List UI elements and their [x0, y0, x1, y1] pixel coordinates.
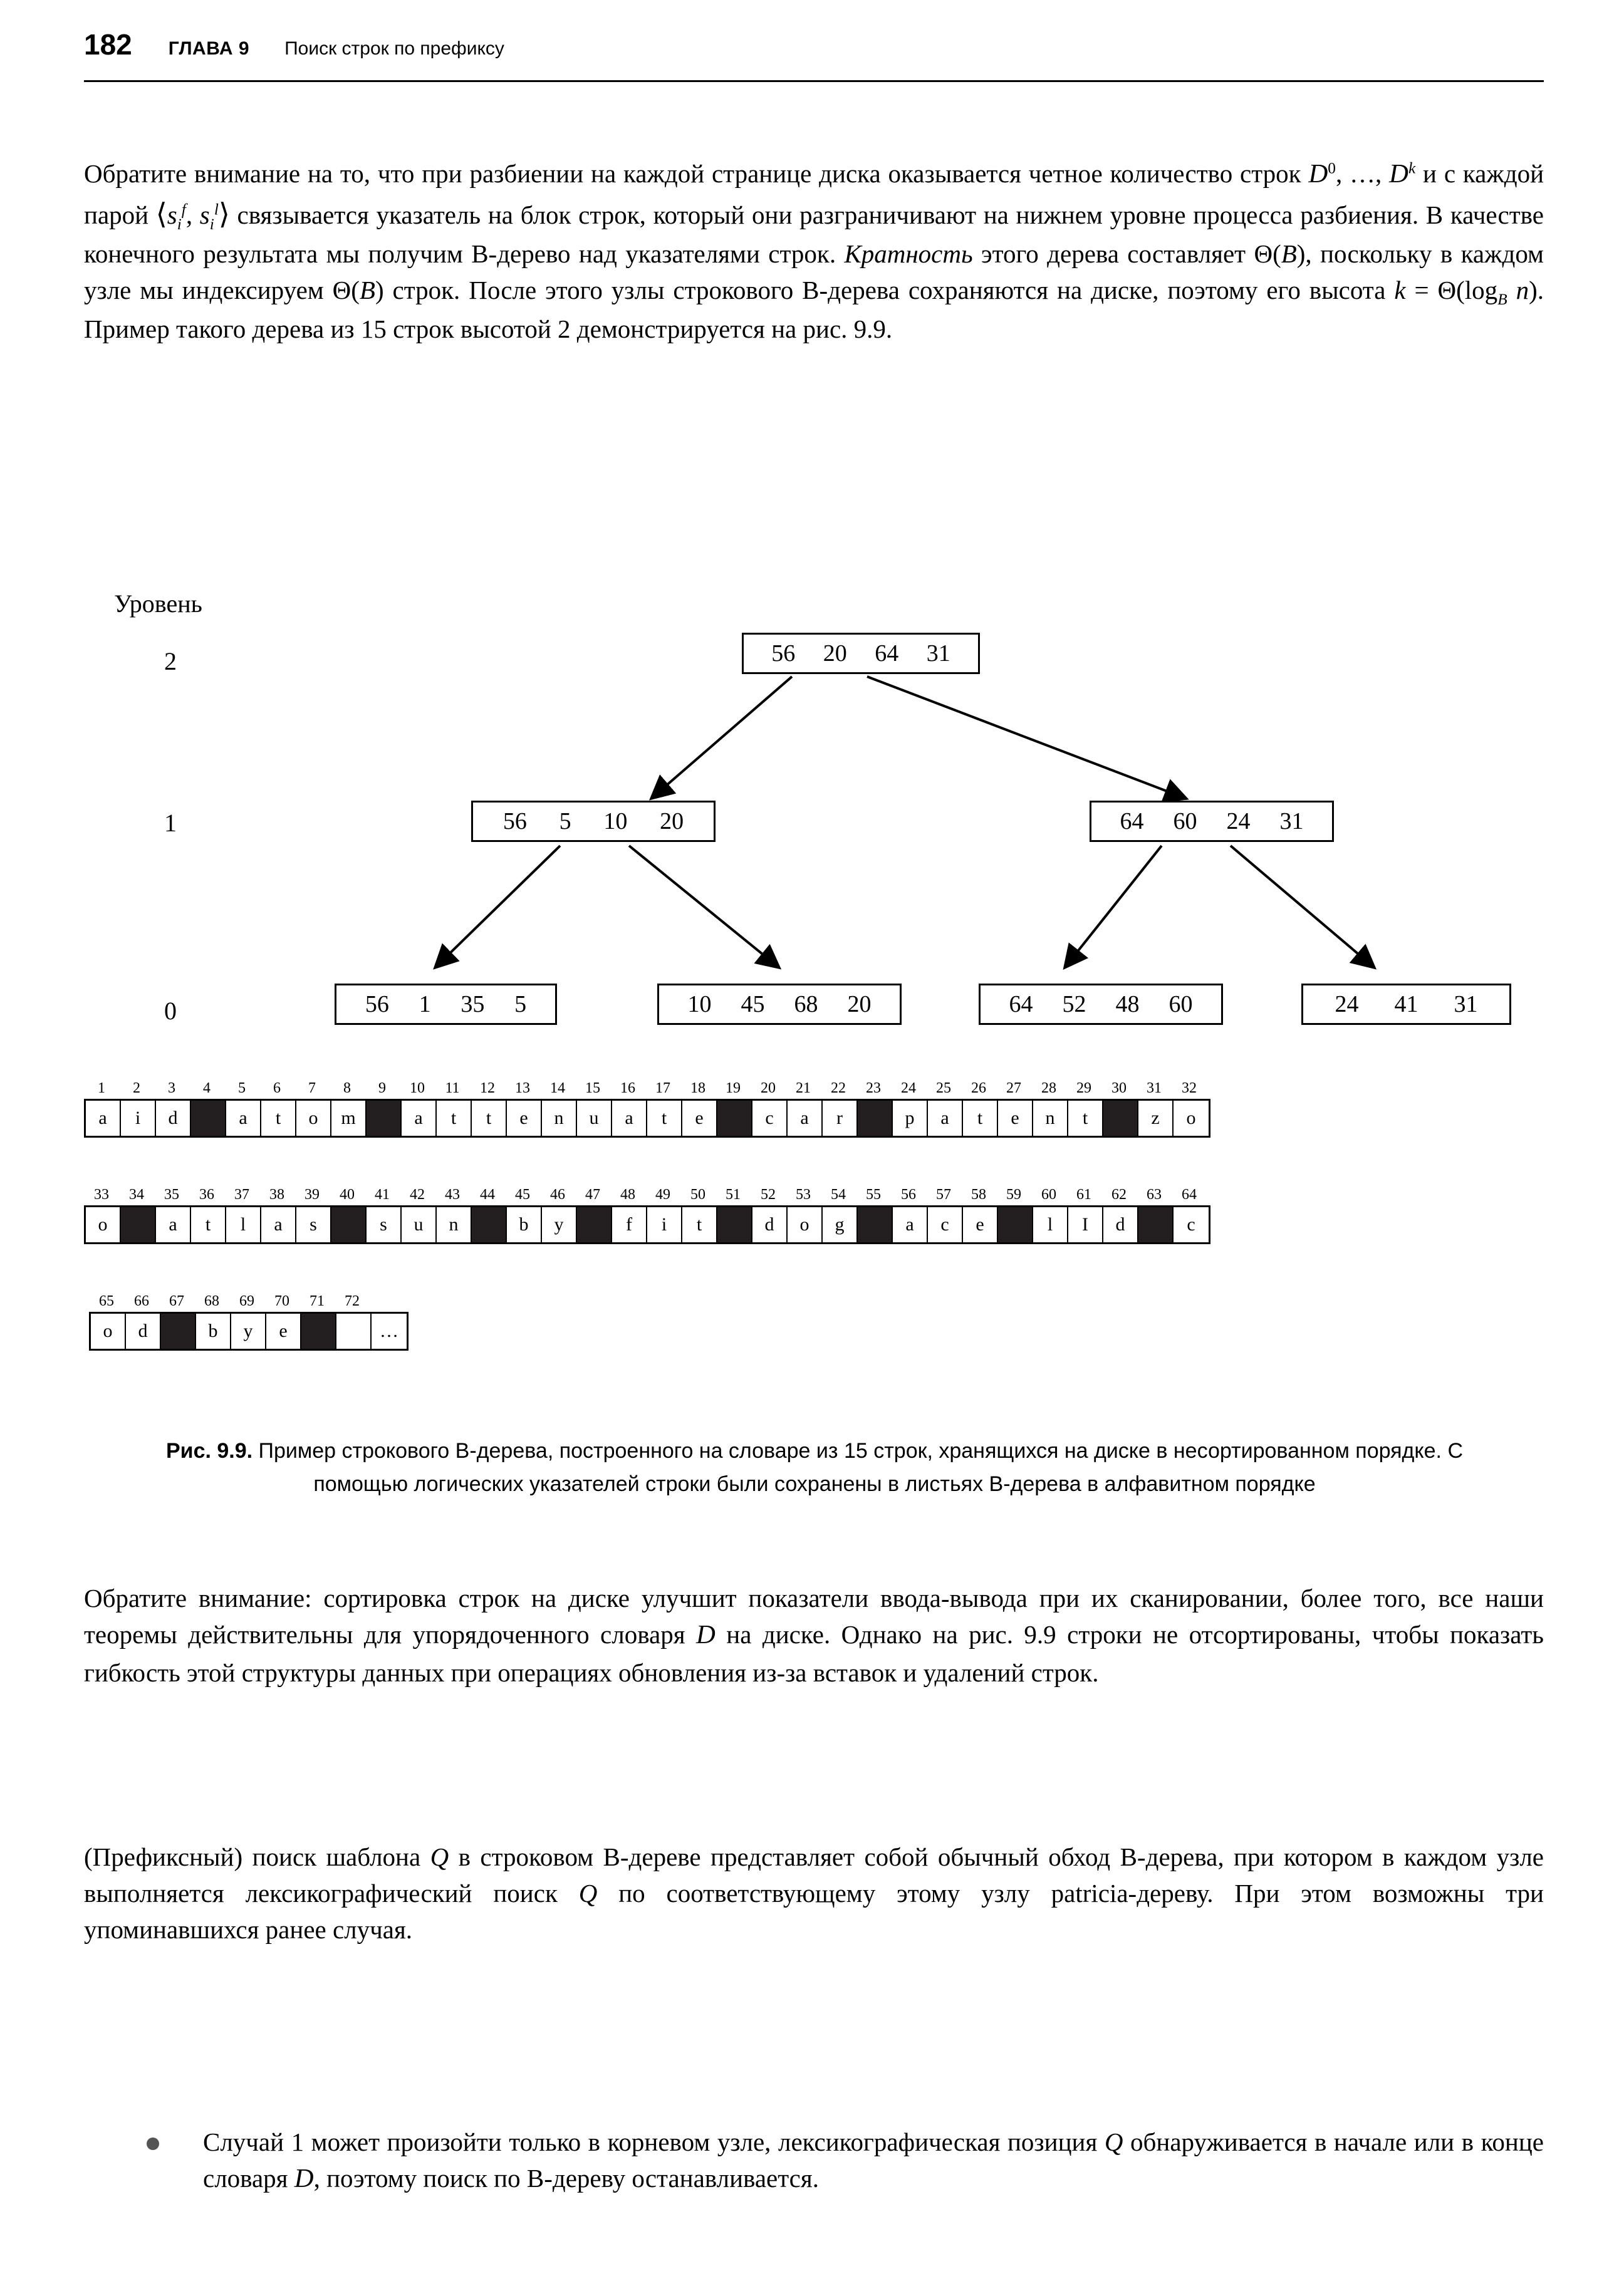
cell-separator — [331, 1207, 367, 1242]
cell-char: o — [296, 1101, 331, 1136]
cell-index: 55 — [866, 1187, 881, 1203]
p1-symbol-s1: s — [167, 200, 177, 229]
cell-char: o — [788, 1207, 823, 1242]
cell-index: 66 — [134, 1293, 149, 1309]
cell-char: y — [542, 1207, 577, 1242]
cell-char: o — [86, 1207, 121, 1242]
cell-index: 12 — [480, 1080, 495, 1096]
cell-separator — [1138, 1207, 1174, 1242]
cell-char: l — [226, 1207, 261, 1242]
cell-index: 42 — [410, 1187, 425, 1203]
paragraph-1 — [84, 155, 1544, 348]
string-array-row-3 — [89, 1291, 409, 1351]
cell-char: d — [126, 1314, 161, 1349]
cell-char: t — [647, 1101, 682, 1136]
cell-index: 48 — [620, 1187, 635, 1203]
cell-row — [84, 1099, 1210, 1138]
p1-symbol-b-2: B — [359, 276, 375, 305]
p1-symbol-d0: D — [1308, 159, 1328, 189]
tree-node-leaf-1[interactable] — [335, 984, 557, 1025]
cell-index: 24 — [901, 1080, 916, 1096]
cell-index: 59 — [1006, 1187, 1021, 1203]
p1-sub-i-2: i — [209, 215, 214, 233]
cell-char: b — [196, 1314, 231, 1349]
p1-symbol-b-1: B — [1281, 239, 1297, 268]
node-key: 60 — [1169, 991, 1193, 1017]
cell-index: 11 — [445, 1080, 460, 1096]
p3-text-b: в строковом B-дереве представляет собой обычный обход B-дерева, при котором в каждом узле выполняется лексикографический поиск — [84, 1842, 1544, 1908]
cell-row — [89, 1312, 409, 1351]
p1-text-d: этого дерева составляет Θ( — [972, 239, 1281, 268]
cell-index: 67 — [169, 1293, 184, 1309]
cell-index: 61 — [1076, 1187, 1091, 1203]
cell-char: c — [1174, 1207, 1209, 1242]
tree-node-leaf-4[interactable] — [1301, 984, 1511, 1025]
cell-index: 49 — [655, 1187, 670, 1203]
cell-index: 64 — [1182, 1187, 1197, 1203]
p3-symbol-q-2: Q — [578, 1879, 598, 1908]
cell-separator — [858, 1101, 893, 1136]
cell-index: 32 — [1182, 1080, 1197, 1096]
cell-char: z — [1138, 1101, 1174, 1136]
cell-index: 40 — [340, 1187, 355, 1203]
cell-char: o — [91, 1314, 126, 1349]
cell-index: 22 — [831, 1080, 846, 1096]
cell-index: 30 — [1111, 1080, 1127, 1096]
node-key: 20 — [660, 808, 684, 834]
p2-symbol-d: D — [696, 1620, 716, 1650]
level-label-1: 1 — [164, 809, 177, 837]
cell-index: 18 — [690, 1080, 705, 1096]
p1-symbol-dk: D — [1389, 159, 1408, 189]
node-key: 60 — [1173, 808, 1197, 834]
cell-index: 2 — [133, 1080, 140, 1096]
p1-text-e: ), поскольку в каждом узле мы индексируем Θ( — [84, 239, 1544, 305]
node-key: 24 — [1226, 808, 1251, 834]
cell-separator — [161, 1314, 196, 1349]
p3-text-c: по соответствующему этому узлу patricia-дереву. При этом возможны три упоминавшихся ранее случая. — [84, 1879, 1544, 1945]
p1-sup-k: k — [1408, 159, 1416, 177]
cell-separator — [1103, 1101, 1138, 1136]
cell-index: 45 — [515, 1187, 530, 1203]
p2-text-a: Обратите внимание: сортировка строк на диске улучшит показатели ввода-вывода при их сканировании, более того, все наши теоремы действительны для упорядоченного словаря — [84, 1584, 1544, 1649]
cell-char: a — [261, 1207, 296, 1242]
cell-index: 14 — [550, 1080, 565, 1096]
cell-index: 46 — [550, 1187, 565, 1203]
node-key: 10 — [603, 808, 628, 834]
cell-index: 47 — [585, 1187, 600, 1203]
p1-symbol-k: k — [1394, 276, 1406, 305]
cell-index: 53 — [796, 1187, 811, 1203]
node-key: 45 — [741, 991, 765, 1017]
p3-text-a: (Префиксный) поиск шаблона — [84, 1842, 430, 1871]
node-key: 64 — [1120, 808, 1144, 834]
node-key: 56 — [365, 991, 389, 1017]
cell-separator — [717, 1101, 752, 1136]
node-key: 56 — [502, 808, 527, 834]
node-key: 52 — [1062, 991, 1086, 1017]
cell-row — [84, 1205, 1210, 1244]
cell-char: d — [1103, 1207, 1138, 1242]
p1-text-b: и с каждой парой — [84, 159, 1544, 229]
cell-index: 13 — [515, 1080, 530, 1096]
bullet-text — [203, 2124, 1544, 2198]
cell-char: c — [752, 1101, 788, 1136]
cell-separator — [191, 1101, 226, 1136]
cell-char: s — [367, 1207, 402, 1242]
paragraph-3 — [84, 1839, 1544, 1948]
cell-index: 20 — [761, 1080, 776, 1096]
cell-index: 72 — [345, 1293, 360, 1309]
cell-separator — [121, 1207, 156, 1242]
cell-char: i — [647, 1207, 682, 1242]
cell-char: a — [402, 1101, 437, 1136]
cell-index: 31 — [1147, 1080, 1162, 1096]
p1-symbol-s2: s — [199, 200, 210, 229]
cell-index: 63 — [1147, 1187, 1162, 1203]
cell-char: e — [963, 1207, 998, 1242]
cell-index: 6 — [273, 1080, 281, 1096]
node-key: 20 — [823, 640, 847, 667]
node-key: 31 — [926, 640, 950, 667]
p1-sup-f: f — [181, 200, 186, 218]
cell-separator — [577, 1207, 612, 1242]
cell-index: 3 — [168, 1080, 175, 1096]
cell-index: 68 — [204, 1293, 219, 1309]
cell-index: 23 — [866, 1080, 881, 1096]
page-number: 182 — [84, 28, 132, 61]
p1-symbol-n: n — [1507, 276, 1529, 305]
cell-char: b — [507, 1207, 542, 1242]
cell-char: a — [612, 1101, 647, 1136]
cell-index: 33 — [94, 1187, 109, 1203]
cell-index: 4 — [203, 1080, 211, 1096]
index-row — [89, 1291, 409, 1312]
cell-char: e — [682, 1101, 717, 1136]
cell-index: 5 — [238, 1080, 246, 1096]
p3-symbol-q-1: Q — [430, 1842, 449, 1871]
cell-separator — [717, 1207, 752, 1242]
p1-pair-comma: , — [185, 200, 200, 229]
cell-index: 38 — [269, 1187, 284, 1203]
p2-text-b: на диске. Однако на рис. 9.9 строки не отсортированы, чтобы показать гибкость этой структуры данных при операциях обновления из-за вставок и удалений строк. — [84, 1620, 1544, 1687]
cell-char: a — [226, 1101, 261, 1136]
p1-text-f: ) строк. После этого узлы строкового B-дерева сохраняются на диске, поэтому его высота — [375, 276, 1395, 305]
cell-index: 41 — [375, 1187, 390, 1203]
cell-char: d — [752, 1207, 788, 1242]
cell-separator — [858, 1207, 893, 1242]
cell-char: t — [682, 1207, 717, 1242]
cell-index: 27 — [1006, 1080, 1021, 1096]
node-key: 20 — [847, 991, 872, 1017]
page-header — [84, 28, 1544, 61]
p1-text-c: связывается указатель на блок строк, который они разграничивают на нижнем уровне процесса разбиения. В качестве конечного результата мы получим B-дерево над указателями строк. — [84, 200, 1544, 268]
string-array-row-2 — [84, 1184, 1210, 1244]
node-key: 31 — [1454, 991, 1478, 1017]
cell-index: 29 — [1076, 1080, 1091, 1096]
cell-index: 62 — [1111, 1187, 1127, 1203]
cell-index: 43 — [445, 1187, 460, 1203]
p1-sup-0: 0 — [1328, 159, 1336, 177]
cell-char: u — [577, 1101, 612, 1136]
cell-index: 7 — [308, 1080, 316, 1096]
caption-text: Пример строкового B-дерева, построенного на словаре из 15 строк, хранящихся на диске в несортированном порядке. С помощью логических указателей строки были сохранены в листьях B-дерева в алфавитном порядке — [252, 1439, 1464, 1496]
tree-node-root[interactable] — [742, 633, 980, 674]
cell-char: t — [472, 1101, 507, 1136]
bullet-symbol-q: Q — [1104, 2127, 1123, 2156]
node-key: 68 — [794, 991, 818, 1017]
cell-char: p — [893, 1101, 928, 1136]
cell-char: s — [296, 1207, 331, 1242]
cell-index: 65 — [99, 1293, 114, 1309]
cell-char: t — [261, 1101, 296, 1136]
p1-log-base: B — [1497, 291, 1507, 309]
cell-char: n — [1033, 1101, 1068, 1136]
chapter-title: Поиск строк по префиксу — [284, 38, 504, 59]
p1-sup-l: l — [214, 200, 219, 218]
cell-char: u — [402, 1207, 437, 1242]
p1-sub-i-1: i — [177, 215, 182, 233]
figure-9-9 — [84, 590, 1544, 1491]
cell-index: 50 — [690, 1187, 705, 1203]
cell-index: 9 — [378, 1080, 386, 1096]
index-row — [84, 1078, 1210, 1099]
p1-text-g: ). Пример такого дерева из 15 строк высотой 2 демонстрируется на рис. 9.9. — [84, 276, 1544, 344]
cell-separator — [998, 1207, 1033, 1242]
cell-char: a — [156, 1207, 191, 1242]
cell-char: t — [963, 1101, 998, 1136]
chapter-label: ГЛАВА 9 — [168, 38, 250, 59]
cell-char: g — [823, 1207, 858, 1242]
cell-index: 21 — [796, 1080, 811, 1096]
cell-index: 15 — [585, 1080, 600, 1096]
node-key: 41 — [1394, 991, 1418, 1017]
cell-char: f — [612, 1207, 647, 1242]
cell-separator — [301, 1314, 336, 1349]
cell-index: 44 — [480, 1187, 495, 1203]
cell-char: … — [372, 1314, 407, 1349]
cell-char: t — [437, 1101, 472, 1136]
cell-index: 52 — [761, 1187, 776, 1203]
cell-char: d — [156, 1101, 191, 1136]
cell-char: o — [1174, 1101, 1209, 1136]
cell-index: 17 — [655, 1080, 670, 1096]
p1-text-mid: , …, — [1335, 159, 1390, 188]
cell-char: i — [121, 1101, 156, 1136]
bullet-list-item — [84, 2124, 1544, 2198]
cell-char: y — [231, 1314, 266, 1349]
cell-char: e — [266, 1314, 301, 1349]
cell-char: a — [788, 1101, 823, 1136]
cell-char: m — [331, 1101, 367, 1136]
cell-index: 71 — [310, 1293, 325, 1309]
cell-char: t — [1068, 1101, 1103, 1136]
level-label-2-0: 0 — [164, 997, 177, 1025]
cell-index: 10 — [410, 1080, 425, 1096]
node-key: 48 — [1115, 991, 1140, 1017]
caption-label: Рис. 9.9. — [165, 1439, 253, 1463]
node-key: 56 — [771, 640, 796, 667]
cell-char: c — [928, 1207, 963, 1242]
cell-index: 8 — [343, 1080, 351, 1096]
node-key: 24 — [1335, 991, 1359, 1017]
cell-index: 28 — [1041, 1080, 1056, 1096]
index-row — [84, 1184, 1210, 1205]
bullet-dot-icon — [147, 2138, 159, 2150]
node-key: 31 — [1279, 808, 1304, 834]
cell-char: a — [86, 1101, 121, 1136]
p1-angle-close: ⟩ — [218, 197, 230, 230]
paragraph-2 — [84, 1580, 1544, 1691]
node-key: 10 — [687, 991, 712, 1017]
cell-index: 57 — [936, 1187, 951, 1203]
cell-index: 35 — [164, 1187, 179, 1203]
cell-index: 36 — [199, 1187, 214, 1203]
bullet-text-c: , поэтому поиск по B-дереву останавливается. — [313, 2164, 819, 2193]
tree-node-internal-left[interactable] — [471, 801, 716, 842]
cell-index: 25 — [936, 1080, 951, 1096]
cell-index: 26 — [971, 1080, 986, 1096]
node-key: 64 — [1009, 991, 1033, 1017]
p1-text-a: Обратите внимание на то, что при разбиении на каждой странице диска оказывается четное количество строк — [84, 159, 1309, 188]
bullet-text-a: Случай 1 может произойти только в корневом узле, лексикографическая позиция — [203, 2127, 1105, 2156]
node-key: 5 — [559, 808, 571, 834]
p1-italic-kratnost: Кратность — [844, 239, 973, 268]
header-divider — [84, 80, 1544, 82]
cell-char: t — [191, 1207, 226, 1242]
cell-index: 16 — [620, 1080, 635, 1096]
cell-index: 70 — [274, 1293, 289, 1309]
cell-char: r — [823, 1101, 858, 1136]
node-key: 64 — [875, 640, 899, 667]
node-key: 1 — [419, 991, 431, 1017]
cell-separator — [367, 1101, 402, 1136]
cell-index: 69 — [239, 1293, 254, 1309]
cell-index: 37 — [234, 1187, 249, 1203]
cell-index: 19 — [726, 1080, 741, 1096]
node-key: 5 — [514, 991, 527, 1017]
figure-caption — [119, 1435, 1510, 1500]
cell-char: n — [437, 1207, 472, 1242]
cell-char — [336, 1314, 372, 1349]
cell-index: 58 — [971, 1187, 986, 1203]
string-array-row-1 — [84, 1078, 1210, 1138]
tree-node-leaf-2[interactable] — [657, 984, 902, 1025]
cell-separator — [472, 1207, 507, 1242]
cell-char: l — [1033, 1207, 1068, 1242]
node-key: 35 — [461, 991, 485, 1017]
cell-char: e — [507, 1101, 542, 1136]
cell-index: 56 — [901, 1187, 916, 1203]
cell-char: I — [1068, 1207, 1103, 1242]
cell-index: 39 — [304, 1187, 320, 1203]
level-axis-label: Уровень — [114, 590, 202, 618]
p1-text-eq: = Θ(log — [1405, 276, 1498, 305]
bullet-symbol-d: D — [294, 2164, 314, 2194]
cell-index: 34 — [129, 1187, 144, 1203]
level-label-2: 2 — [164, 647, 177, 675]
cell-index: 60 — [1041, 1187, 1056, 1203]
cell-char: n — [542, 1101, 577, 1136]
tree-node-leaf-3[interactable] — [979, 984, 1223, 1025]
cell-index: 1 — [98, 1080, 105, 1096]
p1-angle-open: ⟨ — [155, 197, 167, 230]
cell-index: 54 — [831, 1187, 846, 1203]
cell-char: a — [893, 1207, 928, 1242]
bullet-text-b: обнаруживается в начале или в конце словаря — [203, 2127, 1544, 2193]
cell-char: a — [928, 1101, 963, 1136]
cell-char: e — [998, 1101, 1033, 1136]
cell-index: 51 — [726, 1187, 741, 1203]
tree-node-internal-right[interactable] — [1090, 801, 1334, 842]
